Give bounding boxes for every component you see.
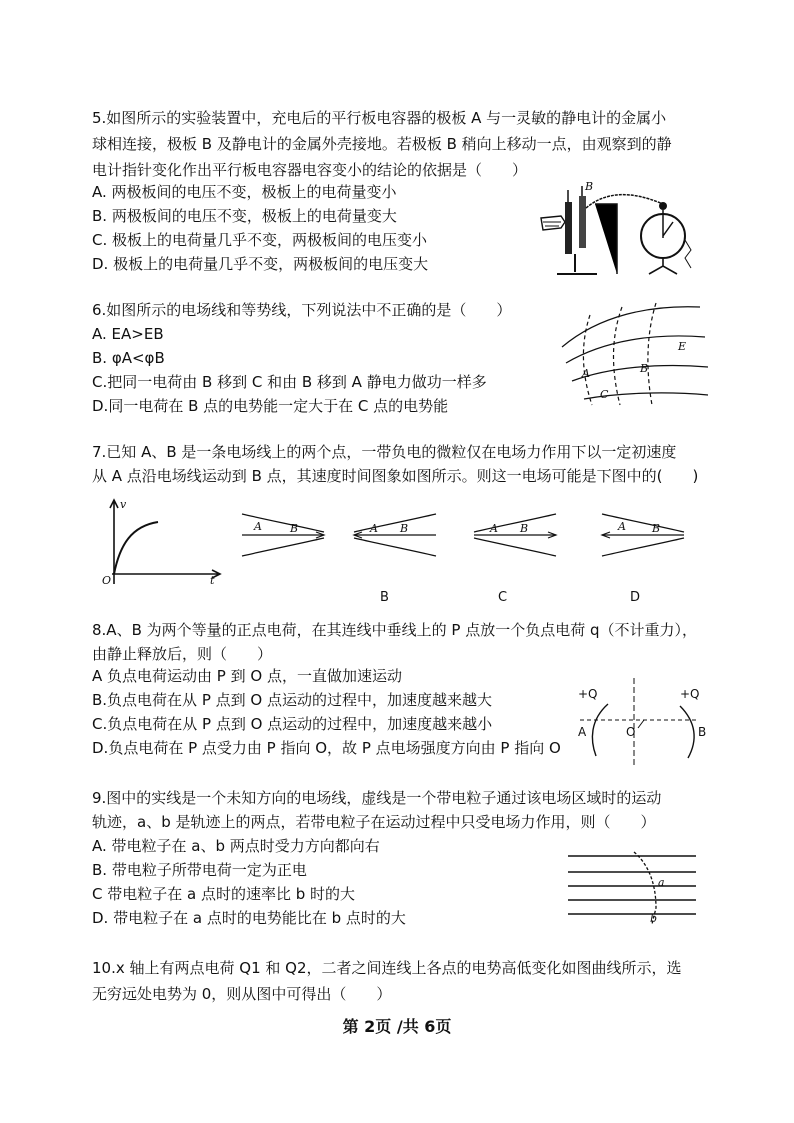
label-c: C	[600, 388, 609, 401]
q6-field-lines-figure	[560, 295, 710, 415]
q7-field-option-c	[470, 504, 560, 566]
q9-option-a: A. 带电粒子在 a、b 两点时受力方向都向右	[92, 837, 380, 855]
q9-stem-line-2: 轨迹，a、b 是轨迹上的两点，若带电粒子在运动过程中只受电场力作用，则（ ）	[92, 813, 656, 831]
equipotential-line	[648, 303, 656, 405]
q8-charges-figure	[572, 676, 712, 776]
charge-left-label: +Q	[578, 687, 598, 701]
equipotential-line	[583, 315, 592, 405]
q5-option-a: A. 两极板间的电压不变，极板上的电荷量变小	[92, 183, 397, 201]
hand-shape	[541, 216, 565, 230]
q7-field-option-b	[350, 504, 440, 566]
q6-option-d: D.同一电荷在 B 点的电势能一定大于在 C 点的电势能	[92, 397, 449, 415]
label-a: A	[582, 367, 590, 380]
plate-b	[579, 196, 586, 248]
v-label: v	[120, 498, 127, 511]
q8-stem-line-2: 由静止释放后，则（ ）	[92, 645, 273, 663]
page-number: 第 2页 /共 6页	[342, 1017, 452, 1036]
q6-option-a: A. EA>EB	[92, 325, 164, 343]
q7-stem-line-2: 从 A 点沿电场线运动到 B 点，其速度时间图象如图所示。则这一电场可能是下图中的( )	[92, 467, 699, 485]
q5-option-c: C. 极板上的电荷量几乎不变，两极板间的电压变小	[92, 231, 428, 249]
q5-stem-line-2: 球相连接，极板 B 及静电计的金属外壳接地。若极板 B 稍向上移动一点，由观察到的静	[92, 135, 672, 153]
point-b: B	[290, 522, 299, 535]
q9-option-b: B. 带电粒子所带电荷一定为正电	[92, 861, 307, 879]
q6-option-c: C.把同一电荷由 B 移到 C 和由 B 移到 A 静电力做功一样多	[92, 373, 487, 391]
point-b-label: B	[698, 725, 707, 739]
point-a: A	[254, 520, 262, 533]
q5-stem-line-1: 5.如图所示的实验装置中，充电后的平行板电容器的极板 A 与一灵敏的静电计的金属小	[92, 109, 667, 127]
point-b-label: b	[650, 912, 658, 925]
charge-right-label: +Q	[680, 687, 700, 701]
point-o-label: O	[626, 725, 636, 739]
q9-stem-line-1: 9.图中的实线是一个未知方向的电场线，虚线是一个带电粒子通过该电场区域时的运动	[92, 789, 662, 807]
svg-text:B: B	[520, 522, 529, 535]
q5-stem-line-3: 电计指针变化作出平行板电容器电容变小的结论的依据是（ ）	[92, 161, 528, 179]
label-b: B	[640, 362, 649, 375]
t-axis	[112, 570, 220, 578]
label-e: E	[678, 340, 687, 353]
q5-option-d: D. 极板上的电荷量几乎不变，两极板间的电压变大	[92, 255, 429, 273]
q9-option-c: C 带电粒子在 a 点时的速率比 b 时的大	[92, 885, 356, 903]
plate-b-label: B	[585, 180, 594, 193]
q7-field-option-d	[598, 504, 688, 566]
q8-stem-line-1: 8.A、B 为两个等量的正点电荷，在其连线中垂线上的 P 点放一个负点电荷 q（不计重力），	[92, 621, 698, 639]
equipotential-line	[614, 307, 623, 405]
svg-text:A: A	[618, 520, 626, 533]
svg-text:B: B	[400, 522, 409, 535]
origin-label: O	[102, 574, 112, 586]
svg-text:A: A	[370, 522, 378, 535]
q5-electrometer-figure	[535, 178, 705, 283]
q8-option-b: B.负点电荷在从 P 点到 O 点运动的过程中，加速度越来越大	[92, 691, 492, 709]
svg-text:A: A	[490, 522, 498, 535]
v-t-curve	[114, 522, 158, 574]
q10-stem-line-1: 10.x 轴上有两点电荷 Q1 和 Q2，二者之间连线上各点的电势高低变化如图曲线所示，选	[92, 959, 682, 977]
plate-a	[565, 202, 572, 254]
q7-field-option-a	[238, 504, 328, 566]
point-a-label: A	[578, 725, 587, 739]
q7-label-d: D	[630, 590, 641, 605]
point-a-label: a	[658, 876, 665, 889]
svg-text:B: B	[652, 522, 661, 535]
q9-field-figure	[562, 848, 702, 928]
q5-option-b: B. 两极板间的电压不变，极板上的电荷量变大	[92, 207, 397, 225]
t-label: t	[210, 574, 215, 586]
q7-stem-line-1: 7.已知 A、B 是一条电场线上的两个点，一带负电的微粒仅在电场力作用下以一定初速度	[92, 443, 677, 461]
q7-velocity-time-graph	[92, 494, 232, 586]
q7-label-b: B	[380, 590, 389, 605]
q6-option-b: B. φA<φB	[92, 349, 165, 367]
q9-option-d: D. 带电粒子在 a 点时的电势能比在 b 点时的大	[92, 909, 406, 927]
q7-label-c: C	[498, 590, 508, 605]
q8-option-c: C.负点电荷在从 P 点到 O 点运动的过程中，加速度越来越小	[92, 715, 493, 733]
q10-stem-line-2: 无穷远处电势为 0，则从图中可得出（ ）	[92, 985, 392, 1003]
q8-option-a: A 负点电荷运动由 P 到 O 点，一直做加速运动	[92, 667, 402, 685]
q8-option-d: D.负点电荷在 P 点受力由 P 指向 O，故 P 点电场强度方向由 P 指向 O	[92, 739, 561, 757]
q6-stem: 6.如图所示的电场线和等势线，下列说法中不正确的是（ ）	[92, 301, 512, 319]
